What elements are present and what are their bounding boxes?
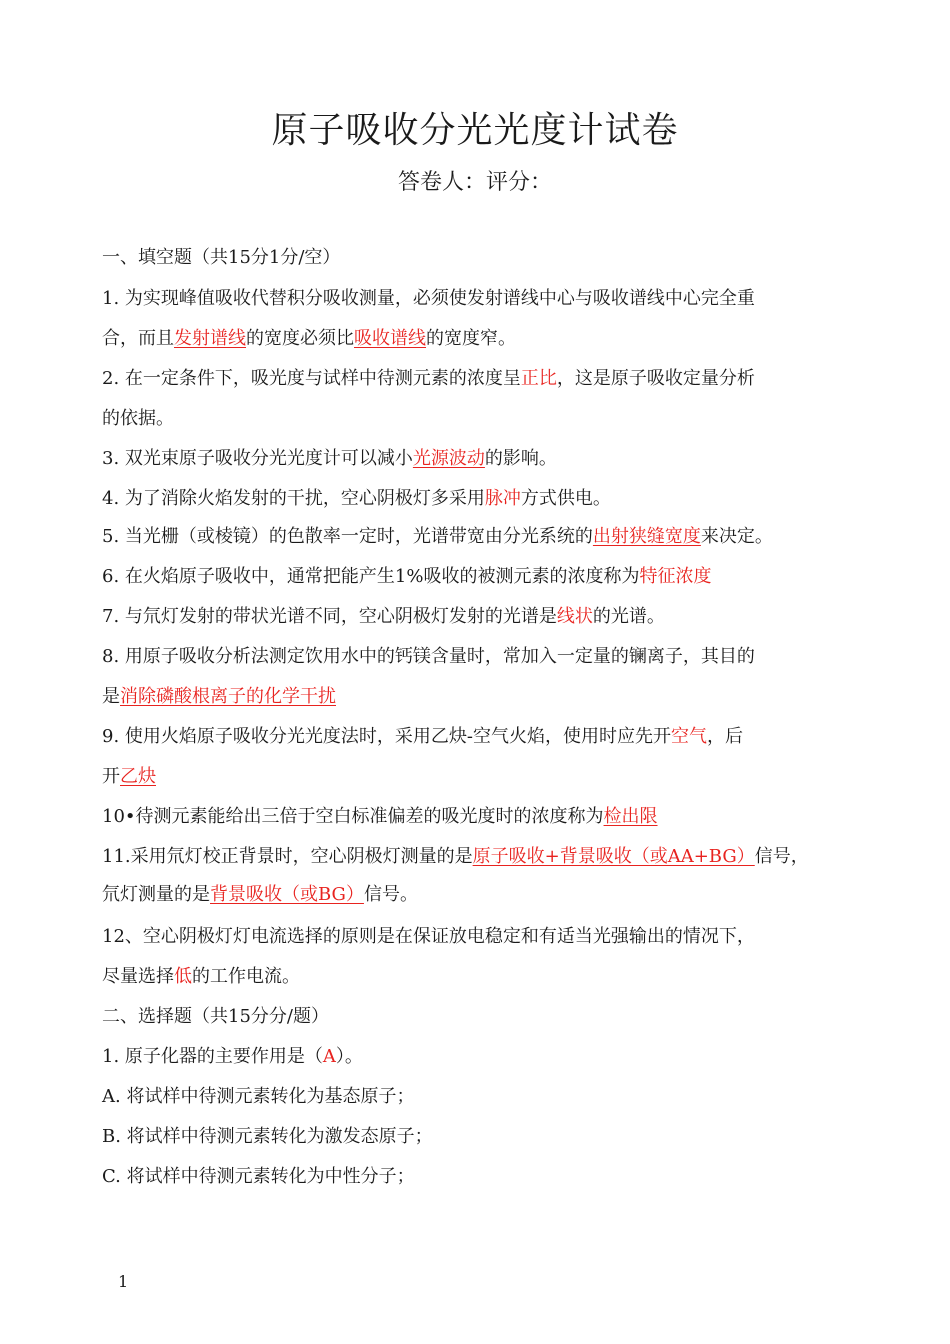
question-text: 12、空心阴极灯灯电流选择的原则是在保证放电稳定和有适当光强输出的情况下， [102, 926, 755, 947]
option-b: B. 将试样中待测元素转化为激发态原子； [102, 1126, 433, 1147]
question-text: 5. 当光栅（或棱镜）的色散率一定时，光谱带宽由分光系统的 [102, 526, 593, 547]
question-text: 的依据。 [102, 408, 174, 429]
question-text: 1. 为实现峰值吸收代替积分吸收测量，必须使发射谱线中心与吸收谱线中心完全重 [102, 288, 755, 309]
answer-text: 消除磷酸根离子的化学干扰 [120, 686, 336, 707]
exam-subtitle: 答卷人：评分： [397, 170, 552, 195]
answer-text: 出射狭缝宽度 [592, 526, 701, 547]
question-12-line-1 [102, 924, 755, 950]
answer-text: 背景吸收（或BG） [210, 884, 364, 905]
question-11-line-2 [102, 882, 418, 908]
question-text: 11.采用氘灯校正背景时，空心阴极灯测量的是 [102, 846, 473, 867]
question-text: 6. 在火焰原子吸收中，通常把能产生1%吸收的被测元素的浓度称为 [102, 566, 640, 587]
question-text: 氘灯测量的是 [102, 884, 210, 905]
question-7 [102, 604, 665, 630]
answer-text: 脉冲 [484, 488, 521, 509]
question-text: ，这是原子吸收定量分析 [556, 368, 755, 389]
answer-text: 正比 [520, 368, 557, 389]
page-title: 原子吸收分光光度计试卷 [271, 110, 679, 151]
answer-text: 乙炔 [120, 766, 156, 787]
answer-text: 低 [174, 966, 192, 987]
question-text: 是 [102, 686, 120, 707]
question-text: 的光谱。 [592, 606, 665, 627]
question-text: 信号， [754, 846, 809, 867]
question-text: 来决定。 [700, 526, 773, 547]
section1-heading: 一、填空题（共15分1分/空） [102, 247, 341, 268]
question-text: 方式供电。 [520, 488, 611, 509]
section2-heading: 二、选择题（共15分分/题） [102, 1006, 329, 1027]
question-text: 尽量选择 [102, 966, 174, 987]
question-9-line-2 [102, 764, 156, 790]
answer-text: 检出限 [603, 806, 658, 827]
question-text: 信号。 [363, 884, 418, 905]
question-4 [102, 486, 611, 512]
question-11-line-1 [102, 844, 809, 870]
question-text: 10•待测元素能给出三倍于空白标准偏差的吸光度时的浓度称为 [102, 806, 604, 827]
question-text: 的宽度必须比 [246, 328, 354, 349]
question-3 [102, 446, 557, 472]
question-text: 8. 用原子吸收分析法测定饮用水中的钙镁含量时，常加入一定量的镧离子，其目的 [102, 646, 755, 667]
question-2-line-1 [102, 366, 755, 392]
question-12-line-2 [102, 964, 300, 990]
question-text: 开 [102, 766, 120, 787]
answer-text: A [322, 1046, 336, 1067]
answer-text: 线状 [556, 606, 593, 627]
question-8-line-2 [102, 684, 336, 710]
question-text: 4. 为了消除火焰发射的干扰，空心阴极灯多采用 [102, 488, 485, 509]
question-1-line-1 [102, 286, 755, 312]
answer-text: 光源波动 [412, 448, 485, 469]
question-text: 的影响。 [484, 448, 557, 469]
question-5 [102, 524, 773, 550]
question-text: 2. 在一定条件下，吸光度与试样中待测元素的浓度呈 [102, 368, 521, 389]
question-10 [102, 804, 658, 830]
question-6 [102, 564, 711, 590]
answer-text: 吸收谱线 [354, 328, 426, 349]
question-1-line-2 [102, 326, 516, 352]
question-text: 合，而且 [102, 328, 174, 349]
page-number: 1 [118, 1272, 129, 1291]
option-c: C. 将试样中待测元素转化为中性分子； [102, 1166, 415, 1187]
question-text: ）。 [335, 1046, 363, 1067]
choice-question-1 [102, 1044, 363, 1070]
question-8-line-1 [102, 644, 755, 670]
question-text: 9. 使用火焰原子吸收分光光度法时，采用乙炔-空气火焰，使用时应先开 [102, 726, 671, 747]
question-text: 的工作电流。 [192, 966, 300, 987]
option-a: A. 将试样中待测元素转化为基态原子； [102, 1086, 415, 1107]
question-text: 的宽度窄。 [426, 328, 516, 349]
question-text: ，后 [706, 726, 743, 747]
question-2-line-2 [102, 406, 174, 432]
answer-text: 发射谱线 [174, 328, 246, 349]
question-9-line-1 [102, 724, 743, 750]
question-text: 3. 双光束原子吸收分光光度计可以减小 [102, 448, 413, 469]
answer-text: 原子吸收+背景吸收（或AA+BG） [472, 846, 755, 867]
answer-text: 特征浓度 [639, 566, 712, 587]
answer-text: 空气 [670, 726, 707, 747]
question-text: 7. 与氘灯发射的带状光谱不同，空心阴极灯发射的光谱是 [102, 606, 557, 627]
question-text: 1. 原子化器的主要作用是（ [102, 1046, 323, 1067]
